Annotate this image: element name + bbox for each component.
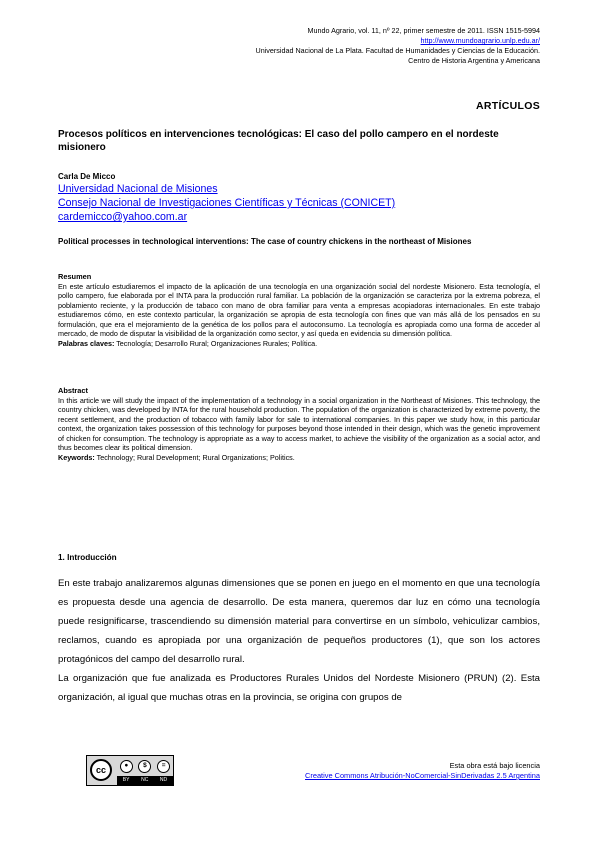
license-text bbox=[305, 761, 540, 781]
license-link[interactable]: Creative Commons Atribución-NoComercial-SinDerivadas 2.5 Argentina bbox=[305, 771, 540, 780]
cc-label-nd: ND bbox=[159, 777, 168, 783]
abstract-heading: Abstract bbox=[58, 386, 88, 395]
article-title: Procesos políticos en intervenciones tecnológicas: El caso del pollo campero en el nordeste misionero bbox=[58, 129, 499, 153]
intro-paragraph: La organización que fue analizada es Productores Rurales Unidos del Nordeste Misionero (PRUN) (2). Esta organización, al igual que muchas otras en la provincia, se origina con grupos de bbox=[58, 673, 540, 703]
keywords-en: Technology; Rural Development; Rural Organizations; Politics. bbox=[94, 452, 295, 462]
keywords-label-es: Palabras claves: bbox=[58, 338, 115, 348]
cc-condition-labels bbox=[117, 776, 173, 785]
affiliation-link-conicet[interactable]: Consejo Nacional de Investigaciones Científicas y Técnicas (CONICET) bbox=[58, 197, 396, 209]
intro-heading: 1. Introducción bbox=[58, 553, 117, 562]
attribution-icon: ● bbox=[120, 760, 133, 773]
intro-body bbox=[58, 574, 540, 707]
intro-paragraph: En este trabajo analizaremos algunas dimensiones que se ponen en juego en el momento en que una tecnología es propuesta desde una agencia de desarrollo. De esta manera, queremos dar luz en cómo una tecnología puede resignificarse, trascendiendo su dimensión material para convertirse en un símbolo, vehiculizar cambios, reclamos, cuando es apropiada por una organización de pequeños productores (1), que son los actores protagónicos del campo del desarrollo rural. bbox=[58, 578, 540, 665]
journal-header bbox=[256, 26, 540, 66]
keywords-label-en: Keywords: bbox=[58, 452, 95, 462]
author-email-link[interactable]: cardemicco@yahoo.com.ar bbox=[58, 211, 188, 223]
author-block bbox=[58, 172, 540, 224]
resumen-keywords bbox=[58, 339, 540, 349]
cc-condition-icons bbox=[117, 758, 173, 775]
cc-label-nc: NC bbox=[141, 777, 149, 783]
abstract-keywords bbox=[58, 453, 540, 463]
cc-label-by: BY bbox=[122, 777, 130, 783]
noncommercial-icon: $ bbox=[138, 760, 151, 773]
keywords-es: Tecnología; Desarrollo Rural; Organizaciones Rurales; Política. bbox=[114, 338, 318, 348]
resumen-section bbox=[58, 272, 540, 348]
section-label: ARTÍCULOS bbox=[476, 100, 540, 112]
noderivatives-icon: = bbox=[157, 760, 170, 773]
english-title: Political processes in technological interventions: The case of country chickens in the northeast of Misiones bbox=[58, 237, 472, 246]
center-line: Centro de Historia Argentina y Americana bbox=[408, 56, 540, 65]
author-name: Carla De Micco bbox=[58, 172, 116, 181]
cc-icon: cc bbox=[90, 759, 112, 781]
creative-commons-badge[interactable] bbox=[86, 755, 174, 786]
abstract-text: In this article we will study the impact of the implementation of a technology in a social organization in the Northeast of Misiones. This technology, the country chicken, was developed by INTA for the rural household production. The population of the organization is characterized by extreme poverty, the recent settlement, and the production of tobacco with family labor for sale to international companies. In this paper we study how, in this particular context, the organization takes possession of this technology for purposes beyond those intended in their design, which was the genetic improvement of chicken for consumption. The technology is appropriate as a way to access market, to achieve the visibility of the organization as a social actor, and thus becomes clear its political dimension. bbox=[58, 395, 540, 453]
affiliation-link-unam[interactable]: Universidad Nacional de Misiones bbox=[58, 183, 218, 195]
resumen-text: En este artículo estudiaremos el impacto de la aplicación de una tecnología en una organización social del nordeste Misionero. Esta tecnología, el pollo campero, fue elaborada por el INTA para la producción rural familiar. La población de la organización se caracteriza por la extrema pobreza, el poblamiento reciente, y la producción de tabaco con mano de obra familiar para venta a empresas acopiadoras internacionales. En este trabajo estudiaremos cómo, en este contexto particular, la organización se apropia de esta tecnología con fines que van más allá de los pensados en su formulación, que era el mejoramiento de la genética de los pollos para el autoconsumo. La tecnología es apropiada como una forma de acceder al mercado, de modo de disputar la visibilidad de la organización como sector, y así queda en evidencia su dimensión política. bbox=[58, 281, 540, 339]
resumen-heading: Resumen bbox=[58, 272, 92, 281]
journal-citation: Mundo Agrario, vol. 11, nº 22, primer semestre de 2011. ISSN 1515-5994 bbox=[307, 26, 540, 35]
license-line: Esta obra está bajo licencia bbox=[449, 761, 540, 770]
license-footer bbox=[58, 755, 540, 795]
institution-line: Universidad Nacional de La Plata. Facultad de Humanidades y Ciencias de la Educación. bbox=[255, 46, 540, 55]
journal-url-link[interactable]: http://www.mundoagrario.unlp.edu.ar/ bbox=[420, 36, 540, 45]
abstract-section bbox=[58, 386, 540, 462]
